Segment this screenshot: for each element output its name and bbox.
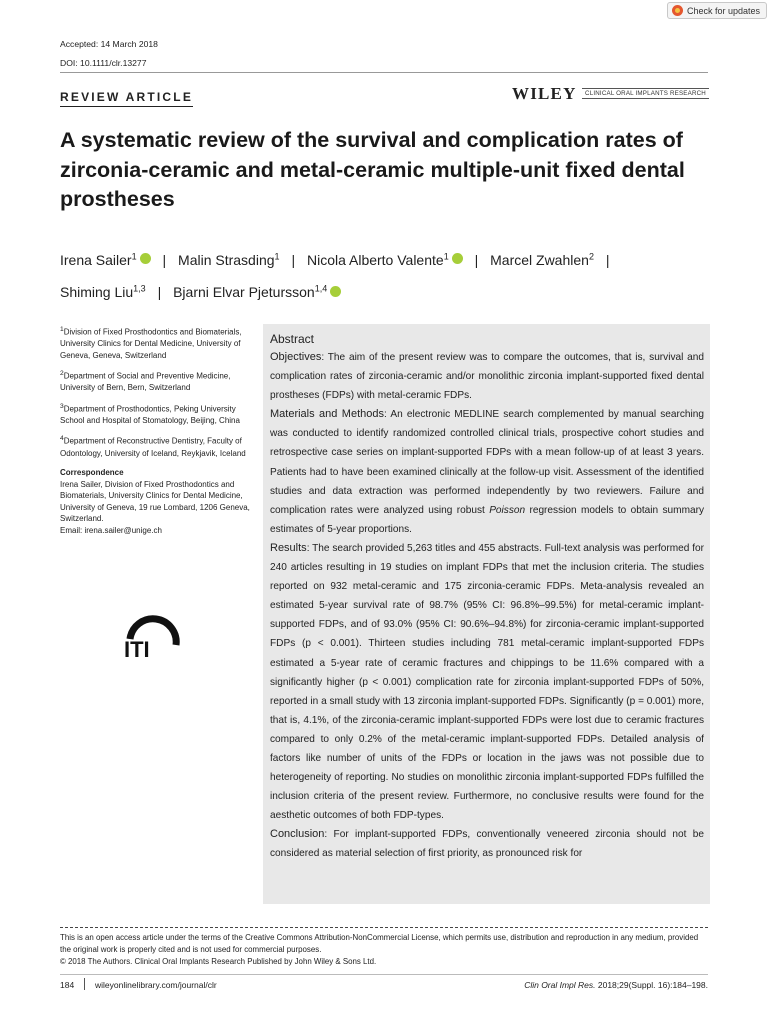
accepted-date: Accepted: 14 March 2018 [60,39,158,49]
header-divider [60,72,708,73]
author-separator: | [157,284,162,301]
article-title: A systematic review of the survival and complication rates of zirconia-ceramic and metal-ceramic multiple-unit fixed dental prostheses [60,128,685,211]
license-text: This is an open access article under the terms of the Creative Commons Attribution-NonCommercial License, which permits use, distribution and reproduction in any medium, provided the original work is properly cited and is not used for commercial purposes. © 2018 The Authors. Clinical Oral Implants Research Published by John Wiley & Sons Ltd. [60,932,710,968]
journal-website-link[interactable]: wileyonlinelibrary.com/journal/clr [95,980,217,990]
author: Bjarni Elvar Pjetursson$^{1,4}$ [173,283,328,301]
abstract-results: Results: The search provided 5,263 titles and 455 abstracts. Full-text analysis was performed for 240 articles resulting in 19 studies on implant FDPs that met the inclusion criteria. The studies reported on 932 metal-ceramic and 175 zirconia-ceramic FDPs. Meta-analysis revealed an estimated 5-year survival rate of 98.7% (95% CI: 96.8%–99.5%) for metal-ceramic implant-supported FDPs, and of 93.0% (95% CI: 90.6%–94.8%) for zirconia-ceramic implant-supported FDPs (p < 0.001). Thirteen studies including 781 metal-ceramic implant-supported FDPs estimated a 5-year rate of ceramic fractures and chippings to be 11.6% compared with a significantly higher (p < 0.001) complication rate for zirconia implant-supported FDPs of 50%, reported in a small study with 13 zirconia implant-supported FDPs. Significantly (p = 0.001) more, that is, 4.1%, of the zirconia-ceramic implant-supported FDPs were lost due to ceramic fractures compared to only 0.2% of the metal-ceramic implant-supported FDPs. Detailed analysis of factors like number of units of the FDPs or location in the jaws was not possible due to heterogeneity of reporting. No studies on monolithic zirconia implant-supported FDPs fulfilled the inclusion criteria of the present review. Furthermore, no conclusive results were found for the aesthetic outcomes of both FDP-types. [270,541,704,822]
affiliation: $^1$Division of Fixed Prosthodontics and Biomaterials, University Clinics for Dental Medicine, University of Geneva, Geneva, Switzerland [60,326,242,360]
abstract-conclusion: Conclusion: For implant-supported FDPs, conventionally veneered zirconia should not be considered as material selection of first priority, as pronounced risk for [270,828,704,860]
footer-separator [84,978,85,990]
abstract-heading: Abstract [270,332,315,346]
correspondence-email[interactable]: Email: irena.sailer@unige.ch [60,525,162,535]
author: Nicola Alberto Valente$^1$ [306,251,449,268]
license-divider [60,927,708,928]
affiliation: $^3$Department of Prosthodontics, Peking University School and Hospital of Stomatology, Beijing, China [60,402,240,425]
author: Malin Strasding$^1$ [178,251,280,268]
abstract-methods: Materials and Methods: An electronic MEDLINE search complemented by manual searching was conducted to identify randomized controlled clinical trials, prospective cohort studies and retrospective case series on implant-supported FDPs with a mean follow-up of at least 3 years. Patients had to have been examined clinically at the follow-up visit. Assessment of the identified studies and data extraction was performed independently by two reviewers. Failure and complication rates were analyzed using robust Poisson regression models to obtain summary estimates of 5-year proportions. [270,408,704,535]
author-list [60,242,720,307]
affiliation: $^4$Department of Reconstructive Dentistry, Faculty of Odontology, University of Iceland, Reykjavik, Iceland [60,435,246,458]
author-separator: | [162,251,167,268]
publisher-logo: WILEY [512,84,577,103]
page-number: 184 [60,980,75,990]
orcid-icon[interactable] [330,286,341,297]
footer-divider [60,974,708,975]
correspondence-heading: Correspondence [60,468,124,478]
author: Irena Sailer$^1$ [60,251,137,268]
orcid-icon[interactable] [452,253,463,264]
crossmark-icon [672,5,683,16]
orcid-icon[interactable] [140,253,151,264]
affiliations [60,324,250,536]
author-separator: | [291,251,296,268]
author-separator: | [605,251,610,268]
citation: Clin Oral Impl Res. 2018;29(Suppl. 16):184–198. [524,980,708,990]
journal-banner: CLINICAL ORAL IMPLANTS RESEARCH [582,88,709,99]
abstract-objectives: Objectives: The aim of the present review was to compare the outcomes, that is, survival and complication rates of zirconia-ceramic and/or monolithic zirconia implant-supported fixed dental prostheses (FDPs) with metal-ceramic FDPs. [270,351,704,402]
check-for-updates-label: Check for updates [687,5,761,16]
copyright: © 2018 The Authors. Clinical Oral Implants Research Published by John Wiley & Sons Ltd. [60,957,377,966]
article-type: REVIEW ARTICLE [60,90,193,107]
author: Shiming Liu$^{1,3}$ [60,283,146,301]
affiliation: $^2$Department of Social and Preventive Medicine, University of Bern, Bern, Switzerland [60,370,231,393]
check-for-updates-button[interactable] [667,2,767,19]
doi[interactable]: DOI: 10.1111/clr.13277 [60,58,147,68]
abstract-box [263,324,710,904]
correspondence-text: Irena Sailer, Division of Fixed Prosthodontics and Biomaterials, University Clinics for Dental Medicine, University of Geneva, 19 rue Lombard, 1206 Geneva, Switzerland. [60,479,250,524]
iti-logo [118,605,182,665]
author: Marcel Zwahlen$^2$ [490,251,594,268]
author-separator: | [474,251,479,268]
iti-logo-text: ITI [124,637,150,662]
